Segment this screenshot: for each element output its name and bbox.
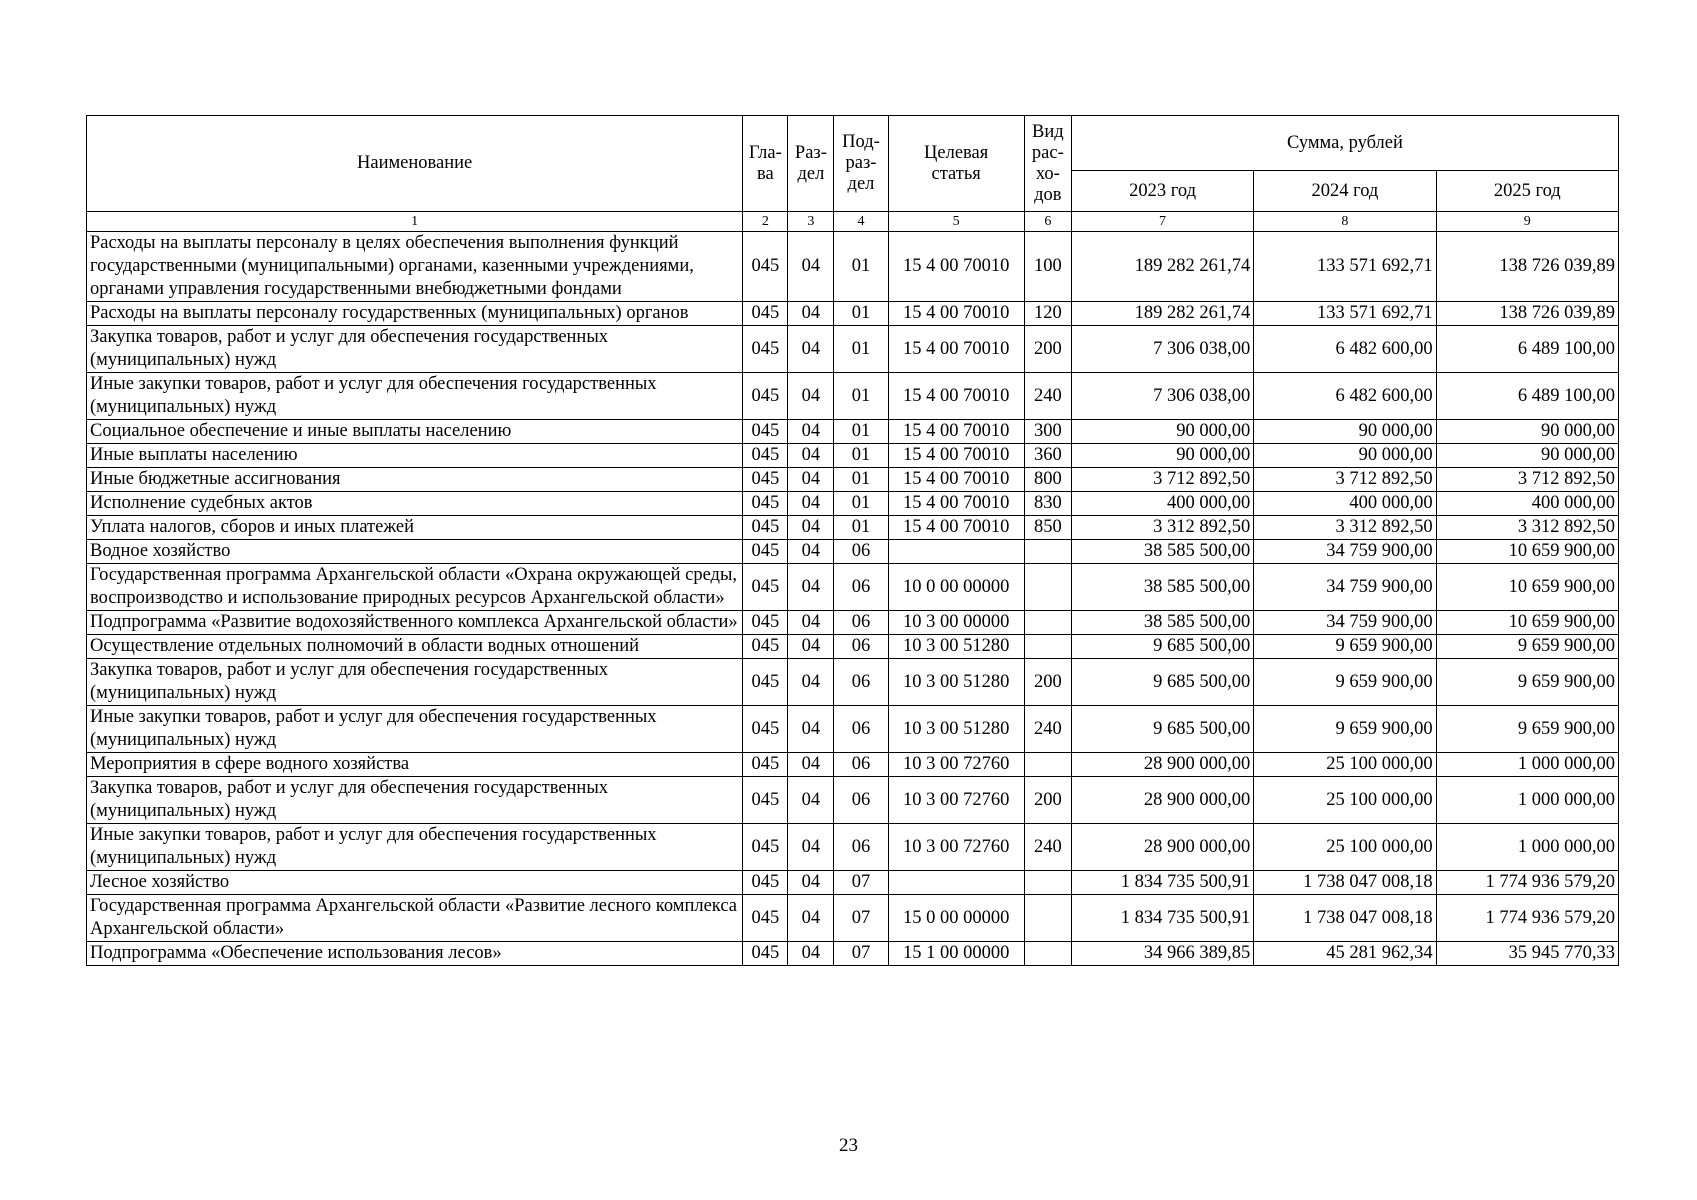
cell-sum-2023: 1 834 735 500,91 bbox=[1071, 895, 1253, 942]
table-row bbox=[87, 824, 1619, 871]
cell-chapter: 045 bbox=[743, 326, 788, 373]
cell-subsection: 06 bbox=[834, 611, 888, 635]
cell-name: Закупка товаров, работ и услуг для обеспечения государственных (муниципальных) нужд bbox=[87, 659, 743, 706]
cell-subsection: 07 bbox=[834, 942, 888, 966]
column-number: 1 bbox=[87, 212, 743, 232]
cell-chapter: 045 bbox=[743, 659, 788, 706]
column-number: 8 bbox=[1254, 212, 1436, 232]
cell-sum-2025: 138 726 039,89 bbox=[1436, 302, 1618, 326]
cell-sum-2025: 1 000 000,00 bbox=[1436, 777, 1618, 824]
cell-subsection: 06 bbox=[834, 659, 888, 706]
cell-section: 04 bbox=[788, 444, 834, 468]
cell-sum-2025: 9 659 900,00 bbox=[1436, 659, 1618, 706]
column-number: 2 bbox=[743, 212, 788, 232]
cell-chapter: 045 bbox=[743, 516, 788, 540]
header-year-2024: 2024 год bbox=[1254, 171, 1436, 212]
cell-chapter: 045 bbox=[743, 753, 788, 777]
cell-sum-2023: 7 306 038,00 bbox=[1071, 373, 1253, 420]
header-expense-type: Вид рас- хо- дов bbox=[1024, 116, 1071, 212]
cell-sum-2023: 38 585 500,00 bbox=[1071, 611, 1253, 635]
cell-name: Закупка товаров, работ и услуг для обеспечения государственных (муниципальных) нужд bbox=[87, 777, 743, 824]
cell-sum-2024: 90 000,00 bbox=[1254, 420, 1436, 444]
cell-sum-2024: 34 759 900,00 bbox=[1254, 540, 1436, 564]
column-number: 9 bbox=[1436, 212, 1618, 232]
cell-chapter: 045 bbox=[743, 895, 788, 942]
cell-section: 04 bbox=[788, 753, 834, 777]
cell-name: Государственная программа Архангельской области «Развитие лесного комплекса Архангельской области» bbox=[87, 895, 743, 942]
cell-chapter: 045 bbox=[743, 635, 788, 659]
cell-sum-2023: 9 685 500,00 bbox=[1071, 706, 1253, 753]
cell-subsection: 07 bbox=[834, 871, 888, 895]
cell-sum-2024: 3 712 892,50 bbox=[1254, 468, 1436, 492]
budget-table bbox=[86, 115, 1619, 966]
cell-section: 04 bbox=[788, 824, 834, 871]
table-row bbox=[87, 326, 1619, 373]
cell-sum-2024: 25 100 000,00 bbox=[1254, 824, 1436, 871]
cell-sum-2023: 7 306 038,00 bbox=[1071, 326, 1253, 373]
cell-sum-2024: 9 659 900,00 bbox=[1254, 635, 1436, 659]
cell-chapter: 045 bbox=[743, 706, 788, 753]
cell-section: 04 bbox=[788, 895, 834, 942]
cell-subsection: 01 bbox=[834, 232, 888, 302]
cell-section: 04 bbox=[788, 516, 834, 540]
cell-sum-2023: 34 966 389,85 bbox=[1071, 942, 1253, 966]
column-number: 4 bbox=[834, 212, 888, 232]
cell-section: 04 bbox=[788, 326, 834, 373]
cell-sum-2024: 34 759 900,00 bbox=[1254, 564, 1436, 611]
cell-section: 04 bbox=[788, 611, 834, 635]
cell-expense-type bbox=[1024, 635, 1071, 659]
cell-target-article: 15 4 00 70010 bbox=[888, 326, 1024, 373]
cell-expense-type: 830 bbox=[1024, 492, 1071, 516]
cell-sum-2025: 138 726 039,89 bbox=[1436, 232, 1618, 302]
cell-sum-2024: 45 281 962,34 bbox=[1254, 942, 1436, 966]
cell-section: 04 bbox=[788, 706, 834, 753]
cell-expense-type bbox=[1024, 942, 1071, 966]
cell-target-article: 15 4 00 70010 bbox=[888, 232, 1024, 302]
cell-sum-2024: 90 000,00 bbox=[1254, 444, 1436, 468]
cell-sum-2023: 38 585 500,00 bbox=[1071, 540, 1253, 564]
cell-target-article: 10 3 00 00000 bbox=[888, 611, 1024, 635]
cell-section: 04 bbox=[788, 942, 834, 966]
cell-expense-type: 240 bbox=[1024, 706, 1071, 753]
cell-section: 04 bbox=[788, 373, 834, 420]
cell-sum-2023: 28 900 000,00 bbox=[1071, 777, 1253, 824]
cell-sum-2023: 9 685 500,00 bbox=[1071, 659, 1253, 706]
cell-sum-2024: 1 738 047 008,18 bbox=[1254, 895, 1436, 942]
cell-name: Расходы на выплаты персоналу в целях обеспечения выполнения функций государственными (муниципальными) органами, казенными учреждениями, органами управления государственными внебюджетными фондами bbox=[87, 232, 743, 302]
cell-name: Иные бюджетные ассигнования bbox=[87, 468, 743, 492]
cell-sum-2025: 90 000,00 bbox=[1436, 420, 1618, 444]
cell-sum-2025: 1 774 936 579,20 bbox=[1436, 895, 1618, 942]
cell-name: Лесное хозяйство bbox=[87, 871, 743, 895]
cell-expense-type: 200 bbox=[1024, 777, 1071, 824]
cell-name: Иные закупки товаров, работ и услуг для обеспечения государственных (муниципальных) нужд bbox=[87, 706, 743, 753]
cell-chapter: 045 bbox=[743, 302, 788, 326]
cell-sum-2023: 400 000,00 bbox=[1071, 492, 1253, 516]
cell-expense-type: 120 bbox=[1024, 302, 1071, 326]
cell-target-article: 10 3 00 72760 bbox=[888, 753, 1024, 777]
cell-sum-2023: 3 312 892,50 bbox=[1071, 516, 1253, 540]
cell-subsection: 06 bbox=[834, 824, 888, 871]
cell-chapter: 045 bbox=[743, 777, 788, 824]
table-row bbox=[87, 942, 1619, 966]
cell-target-article bbox=[888, 871, 1024, 895]
cell-sum-2023: 9 685 500,00 bbox=[1071, 635, 1253, 659]
cell-name: Социальное обеспечение и иные выплаты населению bbox=[87, 420, 743, 444]
cell-expense-type: 800 bbox=[1024, 468, 1071, 492]
cell-target-article: 15 4 00 70010 bbox=[888, 492, 1024, 516]
cell-section: 04 bbox=[788, 871, 834, 895]
cell-sum-2024: 25 100 000,00 bbox=[1254, 753, 1436, 777]
table-column-numbers-row bbox=[87, 212, 1619, 232]
cell-sum-2023: 38 585 500,00 bbox=[1071, 564, 1253, 611]
cell-expense-type: 100 bbox=[1024, 232, 1071, 302]
cell-target-article: 15 4 00 70010 bbox=[888, 302, 1024, 326]
cell-subsection: 01 bbox=[834, 302, 888, 326]
table-row bbox=[87, 420, 1619, 444]
cell-target-article: 10 3 00 51280 bbox=[888, 659, 1024, 706]
cell-section: 04 bbox=[788, 540, 834, 564]
header-year-2025: 2025 год bbox=[1436, 171, 1618, 212]
cell-sum-2023: 90 000,00 bbox=[1071, 420, 1253, 444]
cell-subsection: 06 bbox=[834, 753, 888, 777]
cell-chapter: 045 bbox=[743, 824, 788, 871]
cell-expense-type bbox=[1024, 895, 1071, 942]
cell-subsection: 06 bbox=[834, 564, 888, 611]
cell-subsection: 01 bbox=[834, 468, 888, 492]
cell-section: 04 bbox=[788, 492, 834, 516]
cell-chapter: 045 bbox=[743, 540, 788, 564]
cell-sum-2025: 6 489 100,00 bbox=[1436, 373, 1618, 420]
cell-target-article: 10 0 00 00000 bbox=[888, 564, 1024, 611]
cell-chapter: 045 bbox=[743, 492, 788, 516]
cell-name: Подпрограмма «Обеспечение использования лесов» bbox=[87, 942, 743, 966]
cell-subsection: 01 bbox=[834, 492, 888, 516]
cell-target-article: 15 4 00 70010 bbox=[888, 373, 1024, 420]
cell-sum-2025: 10 659 900,00 bbox=[1436, 564, 1618, 611]
cell-name: Подпрограмма «Развитие водохозяйственного комплекса Архангельской области» bbox=[87, 611, 743, 635]
header-section: Раз- дел bbox=[788, 116, 834, 212]
cell-chapter: 045 bbox=[743, 232, 788, 302]
table-row bbox=[87, 232, 1619, 302]
cell-expense-type: 240 bbox=[1024, 824, 1071, 871]
cell-chapter: 045 bbox=[743, 444, 788, 468]
table-row bbox=[87, 611, 1619, 635]
cell-expense-type: 200 bbox=[1024, 659, 1071, 706]
cell-sum-2025: 35 945 770,33 bbox=[1436, 942, 1618, 966]
cell-chapter: 045 bbox=[743, 611, 788, 635]
cell-section: 04 bbox=[788, 635, 834, 659]
cell-section: 04 bbox=[788, 420, 834, 444]
cell-sum-2024: 9 659 900,00 bbox=[1254, 706, 1436, 753]
table-row bbox=[87, 753, 1619, 777]
cell-expense-type: 360 bbox=[1024, 444, 1071, 468]
header-subsection: Под- раз- дел bbox=[834, 116, 888, 212]
cell-expense-type bbox=[1024, 871, 1071, 895]
cell-sum-2024: 3 312 892,50 bbox=[1254, 516, 1436, 540]
column-number: 5 bbox=[888, 212, 1024, 232]
cell-name: Иные закупки товаров, работ и услуг для обеспечения государственных (муниципальных) нужд bbox=[87, 373, 743, 420]
cell-sum-2024: 133 571 692,71 bbox=[1254, 232, 1436, 302]
cell-sum-2023: 189 282 261,74 bbox=[1071, 232, 1253, 302]
cell-subsection: 01 bbox=[834, 326, 888, 373]
cell-subsection: 06 bbox=[834, 635, 888, 659]
header-year-2023: 2023 год bbox=[1071, 171, 1253, 212]
page-number: 23 bbox=[839, 1135, 858, 1156]
cell-sum-2024: 133 571 692,71 bbox=[1254, 302, 1436, 326]
cell-name: Уплата налогов, сборов и иных платежей bbox=[87, 516, 743, 540]
table-row bbox=[87, 659, 1619, 706]
table-row bbox=[87, 516, 1619, 540]
table-row bbox=[87, 468, 1619, 492]
cell-subsection: 07 bbox=[834, 895, 888, 942]
cell-sum-2025: 6 489 100,00 bbox=[1436, 326, 1618, 373]
cell-sum-2025: 10 659 900,00 bbox=[1436, 540, 1618, 564]
column-number: 7 bbox=[1071, 212, 1253, 232]
cell-sum-2025: 1 774 936 579,20 bbox=[1436, 871, 1618, 895]
cell-expense-type bbox=[1024, 753, 1071, 777]
cell-section: 04 bbox=[788, 232, 834, 302]
cell-target-article: 10 3 00 72760 bbox=[888, 824, 1024, 871]
cell-subsection: 06 bbox=[834, 540, 888, 564]
cell-name: Осуществление отдельных полномочий в области водных отношений bbox=[87, 635, 743, 659]
cell-section: 04 bbox=[788, 659, 834, 706]
table-body bbox=[87, 232, 1619, 966]
header-sum: Сумма, рублей bbox=[1071, 116, 1618, 171]
cell-subsection: 01 bbox=[834, 420, 888, 444]
table-row bbox=[87, 706, 1619, 753]
cell-sum-2025: 3 712 892,50 bbox=[1436, 468, 1618, 492]
cell-chapter: 045 bbox=[743, 564, 788, 611]
cell-chapter: 045 bbox=[743, 468, 788, 492]
table-row bbox=[87, 777, 1619, 824]
cell-name: Расходы на выплаты персоналу государственных (муниципальных) органов bbox=[87, 302, 743, 326]
cell-name: Государственная программа Архангельской области «Охрана окружающей среды, воспроизводство и использование природных ресурсов Архангельской области» bbox=[87, 564, 743, 611]
cell-sum-2023: 28 900 000,00 bbox=[1071, 824, 1253, 871]
cell-section: 04 bbox=[788, 302, 834, 326]
cell-subsection: 06 bbox=[834, 777, 888, 824]
cell-name: Иные выплаты населению bbox=[87, 444, 743, 468]
table-row bbox=[87, 564, 1619, 611]
cell-subsection: 01 bbox=[834, 444, 888, 468]
cell-expense-type bbox=[1024, 540, 1071, 564]
cell-sum-2024: 400 000,00 bbox=[1254, 492, 1436, 516]
cell-section: 04 bbox=[788, 468, 834, 492]
cell-sum-2024: 1 738 047 008,18 bbox=[1254, 871, 1436, 895]
cell-section: 04 bbox=[788, 777, 834, 824]
cell-target-article: 15 4 00 70010 bbox=[888, 444, 1024, 468]
cell-sum-2025: 9 659 900,00 bbox=[1436, 706, 1618, 753]
cell-target-article: 15 4 00 70010 bbox=[888, 516, 1024, 540]
cell-target-article: 15 1 00 00000 bbox=[888, 942, 1024, 966]
table-row bbox=[87, 540, 1619, 564]
cell-target-article: 10 3 00 51280 bbox=[888, 635, 1024, 659]
table-row bbox=[87, 895, 1619, 942]
cell-expense-type: 240 bbox=[1024, 373, 1071, 420]
table-row bbox=[87, 635, 1619, 659]
cell-subsection: 01 bbox=[834, 516, 888, 540]
cell-expense-type bbox=[1024, 564, 1071, 611]
cell-name: Закупка товаров, работ и услуг для обеспечения государственных (муниципальных) нужд bbox=[87, 326, 743, 373]
table-header-row bbox=[87, 116, 1619, 171]
cell-target-article: 10 3 00 72760 bbox=[888, 777, 1024, 824]
column-number: 6 bbox=[1024, 212, 1071, 232]
table-row bbox=[87, 373, 1619, 420]
cell-target-article: 15 0 00 00000 bbox=[888, 895, 1024, 942]
cell-target-article bbox=[888, 540, 1024, 564]
cell-sum-2025: 1 000 000,00 bbox=[1436, 824, 1618, 871]
cell-sum-2023: 28 900 000,00 bbox=[1071, 753, 1253, 777]
table-row bbox=[87, 871, 1619, 895]
cell-name: Иные закупки товаров, работ и услуг для обеспечения государственных (муниципальных) нужд bbox=[87, 824, 743, 871]
cell-sum-2024: 6 482 600,00 bbox=[1254, 326, 1436, 373]
cell-section: 04 bbox=[788, 564, 834, 611]
cell-target-article: 15 4 00 70010 bbox=[888, 468, 1024, 492]
cell-sum-2023: 1 834 735 500,91 bbox=[1071, 871, 1253, 895]
cell-sum-2025: 90 000,00 bbox=[1436, 444, 1618, 468]
cell-name: Исполнение судебных актов bbox=[87, 492, 743, 516]
cell-name: Мероприятия в сфере водного хозяйства bbox=[87, 753, 743, 777]
cell-sum-2023: 3 712 892,50 bbox=[1071, 468, 1253, 492]
cell-subsection: 06 bbox=[834, 706, 888, 753]
cell-chapter: 045 bbox=[743, 942, 788, 966]
header-target-article: Целевая статья bbox=[888, 116, 1024, 212]
cell-sum-2025: 10 659 900,00 bbox=[1436, 611, 1618, 635]
cell-sum-2025: 1 000 000,00 bbox=[1436, 753, 1618, 777]
cell-sum-2025: 400 000,00 bbox=[1436, 492, 1618, 516]
cell-target-article: 15 4 00 70010 bbox=[888, 420, 1024, 444]
cell-sum-2024: 25 100 000,00 bbox=[1254, 777, 1436, 824]
cell-name: Водное хозяйство bbox=[87, 540, 743, 564]
cell-sum-2023: 189 282 261,74 bbox=[1071, 302, 1253, 326]
table-row bbox=[87, 444, 1619, 468]
cell-expense-type bbox=[1024, 611, 1071, 635]
column-number: 3 bbox=[788, 212, 834, 232]
cell-target-article: 10 3 00 51280 bbox=[888, 706, 1024, 753]
cell-chapter: 045 bbox=[743, 420, 788, 444]
table-row bbox=[87, 492, 1619, 516]
cell-expense-type: 300 bbox=[1024, 420, 1071, 444]
cell-sum-2024: 34 759 900,00 bbox=[1254, 611, 1436, 635]
cell-sum-2024: 9 659 900,00 bbox=[1254, 659, 1436, 706]
cell-sum-2025: 3 312 892,50 bbox=[1436, 516, 1618, 540]
cell-expense-type: 200 bbox=[1024, 326, 1071, 373]
cell-chapter: 045 bbox=[743, 373, 788, 420]
header-name: Наименование bbox=[87, 116, 743, 212]
cell-sum-2023: 90 000,00 bbox=[1071, 444, 1253, 468]
table-row bbox=[87, 302, 1619, 326]
cell-subsection: 01 bbox=[834, 373, 888, 420]
cell-sum-2025: 9 659 900,00 bbox=[1436, 635, 1618, 659]
cell-sum-2024: 6 482 600,00 bbox=[1254, 373, 1436, 420]
header-chapter: Гла- ва bbox=[743, 116, 788, 212]
cell-chapter: 045 bbox=[743, 871, 788, 895]
cell-expense-type: 850 bbox=[1024, 516, 1071, 540]
